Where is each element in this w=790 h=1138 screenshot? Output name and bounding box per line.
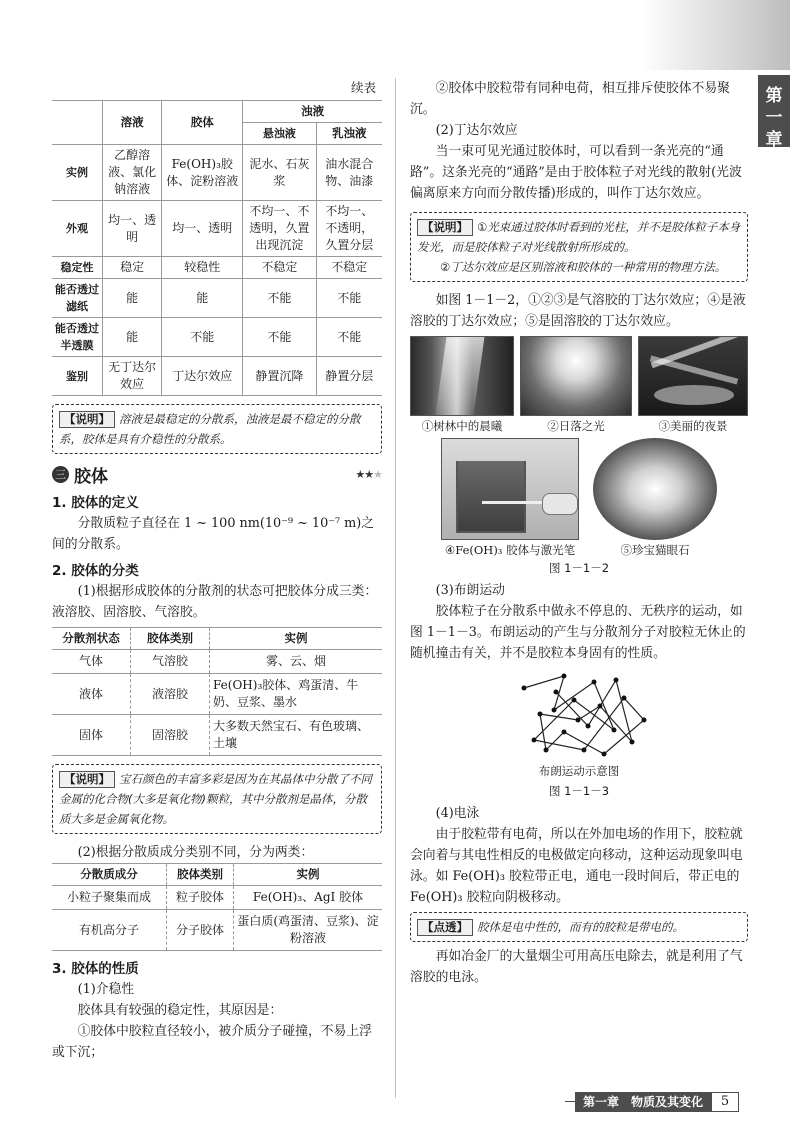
figure-intro-text: 如图 1－1－2，①②③是气溶胶的丁达尔效应；④是液溶胶的丁达尔效应；⑤是固溶胶的丁达尔效应。 [410,293,746,329]
photo-caption: ④Fe(OH)₃ 胶体与激光笔 [444,543,576,557]
note-text: 宝石颜色的丰富多彩是因为在其晶体中分散了不同金属的化合物(大多是氧化物)颗粒，其中分散剂是晶体，分散质大多是金属氧化物。 [59,772,372,826]
table-row [52,715,382,756]
body-text: ②胶体中胶粒带有同种电荷，相互排斥使胶体不易聚沉。 [410,81,730,117]
body-text: 再如冶金厂的大量烟尘可用高压电除去，就是利用了气溶胶的电泳。 [410,949,743,985]
table-row [52,318,382,357]
right-column [410,78,748,988]
table-cell: 雾、云、烟 [210,650,383,674]
photo-caption: ③美丽的夜景 [658,419,728,433]
photo-row-bottom [410,438,748,558]
table-cell: 不能 [316,318,382,357]
table-header: 实例 [234,864,383,886]
tyndall-text: 当一束可见光通过胶体时，可以看到一条光亮的“通路”。这条光亮的“通路”是由于胶体粒子对光线的散射(光波偏离原来方向而分散传播)形成的，叫作丁达尔效应。 [410,144,742,201]
note-text: 胶体是电中性的，而有的胶粒是带电的。 [477,920,684,934]
difficulty-stars-icon: ★★★ [355,468,382,481]
page-footer [575,1092,739,1112]
table-cell: 均一、透明 [103,201,162,257]
photo-item [441,438,579,558]
table-cell: 粒子胶体 [167,886,234,910]
table-row [52,674,382,715]
table-cell: 能 [103,318,162,357]
table-row [52,650,382,674]
classification-text: (1)根据形成胶体的分散剂的状态可把胶体分成三类：液溶胶、固溶胶、气溶胶。 [52,584,378,620]
note-text: ①光束通过胶体时看到的光柱，并不是胶体粒子本身发光，而是胶体粒子对光线散射所形成的。 [417,220,741,254]
note-box [410,912,748,942]
dispersant-state-table [52,627,382,756]
table-cell: 固体 [52,715,131,756]
row-label: 能否透过滤纸 [52,279,103,318]
electrophoresis-text: 由于胶粒带有电荷，所以在外加电场的作用下，胶粒就会向着与其电性相反的电极做定向移动，这种运动现象叫电泳。如 Fe(OH)₃ 胶粒带正电，通电一段时间后，带正电的 Fe(OH)₃ 胶粒向阴极移动。 [410,827,743,905]
header-suspension: 悬浊液 [243,123,316,145]
brownian-text: 胶体粒子在分散系中做永不停息的、无秩序的运动，如图 1－1－3。布朗运动的产生与分散剂分子对胶粒无休止的随机撞击有关，并不是胶粒本身固有的性质。 [410,604,746,661]
note-tag: 【说明】 [59,411,115,428]
tyndall-title: (2)丁达尔效应 [435,123,518,138]
table-header-row [52,628,382,650]
row-label: 稳定性 [52,257,103,279]
left-column [52,78,382,1063]
body-text: ①胶体中胶粒直径较小，被介质分子碰撞，不易上浮或下沉； [52,1024,372,1060]
table-header-row [52,101,382,123]
note-tag: 【说明】 [417,219,473,236]
body-text: 胶体具有较强的稳定性，其原因是： [77,1003,283,1018]
note-text: ②丁达尔效应是区别溶液和胶体的一种常用的物理方法。 [440,260,727,274]
brownian-motion-path [504,670,654,758]
note-box [52,764,382,834]
table-header: 分散剂状态 [52,628,131,650]
definition-heading: 1. 胶体的定义 [52,495,139,511]
header-colloid: 胶体 [162,101,243,145]
table-cell: 不均一、不透明，久置出现沉淀 [243,201,316,257]
diagram-caption: 布朗运动示意图 [538,764,620,778]
table-cell: 无丁达尔效应 [103,357,162,396]
table-cell: 不稳定 [316,257,382,279]
table-row [52,257,382,279]
header-turbid: 浊液 [243,101,382,123]
classification-text-2: (2)根据分散质成分类别不同，分为两类： [77,845,314,860]
table-cell: 小粒子聚集而成 [52,886,167,910]
night-scene-photo [638,336,748,416]
table-cell: 丁达尔效应 [162,357,243,396]
table-header: 胶体类别 [131,628,210,650]
table-cell: 不能 [316,279,382,318]
table-cell: 分子胶体 [167,910,234,951]
note-text: 溶液是最稳定的分散系，浊液是最不稳定的分散系，胶体是具有介稳性的分散系。 [59,412,361,446]
footer-rule [565,1101,575,1102]
table-cell: 不均一、不透明，久置分层 [316,201,382,257]
table-cell: 较稳性 [162,257,243,279]
photo-item [638,336,748,434]
row-label: 鉴别 [52,357,103,396]
note-box [410,212,748,282]
header-emulsion: 乳浊液 [316,123,382,145]
note-box [52,404,382,454]
table-row [52,910,382,951]
table-cell: 不能 [162,318,243,357]
photo-row-top [410,336,748,434]
cats-eye-stone-photo [593,438,717,540]
classification-heading: 2. 胶体的分类 [52,563,139,579]
electrophoresis-title: (4)电泳 [435,806,480,821]
table-cell: 能 [103,279,162,318]
figure-label: 图 1－1－3 [548,784,610,798]
corner-cell [52,101,103,145]
table-cell: 不能 [243,318,316,357]
page-number: 5 [711,1092,739,1112]
definition-text: 分散质粒子直径在 1 ~ 100 nm(10⁻⁹ ~ 10⁻⁷ m)之间的分散系。 [52,516,375,552]
table-header: 胶体类别 [167,864,234,886]
note-tag: 【说明】 [59,771,115,788]
chapter-side-tab: 第一章 [758,75,790,147]
table-cell: 液溶胶 [131,674,210,715]
property-subheading: (1)介稳性 [77,982,135,997]
table-row [52,201,382,257]
row-label: 实例 [52,145,103,201]
figure-label: 图 1－1－2 [548,561,610,575]
table-continued-label: 续表 [350,80,376,95]
table-cell: 静置沉降 [243,357,316,396]
table-cell: 均一、透明 [162,201,243,257]
row-label: 外观 [52,201,103,257]
table-cell: 能 [162,279,243,318]
table-cell: 液体 [52,674,131,715]
brownian-diagram [410,670,748,799]
table-header-row [52,864,382,886]
section-number-badge: 三 [52,466,69,483]
table-cell: 泥水、石灰浆 [243,145,316,201]
table-row [52,357,382,396]
table-cell: 稳定 [103,257,162,279]
section-header [52,462,382,487]
photo-item [593,438,717,558]
forest-photo [410,336,514,416]
dispersed-phase-table [52,863,382,951]
table-cell: 乙醇溶液、氯化钠溶液 [103,145,162,201]
table-cell: 静置分层 [316,357,382,396]
table-cell: 蛋白质(鸡蛋清、豆浆)、淀粉溶液 [234,910,383,951]
table-cell: 气体 [52,650,131,674]
table-row [52,886,382,910]
properties-heading: 3. 胶体的性质 [52,961,139,977]
table-cell: Fe(OH)₃胶体、鸡蛋清、牛奶、豆浆、墨水 [210,674,383,715]
laser-colloid-photo [441,438,579,540]
column-divider [395,78,396,1098]
photo-caption: ①树林中的晨曦 [421,419,503,433]
table-cell: 不稳定 [243,257,316,279]
page-corner-shade [640,0,790,70]
table-cell: Fe(OH)₃、AgI 胶体 [234,886,383,910]
table-header: 分散质成分 [52,864,167,886]
table-cell: 气溶胶 [131,650,210,674]
sunset-photo [520,336,632,416]
photo-item [410,336,514,434]
table-cell: 不能 [243,279,316,318]
row-label: 能否透过半透膜 [52,318,103,357]
dispersion-comparison-table [52,100,382,396]
section-title: 胶体 [74,467,108,487]
photo-caption: ⑤珍宝猫眼石 [620,543,690,557]
table-row [52,279,382,318]
table-row [52,145,382,201]
table-cell: Fe(OH)₃胶体、淀粉溶液 [162,145,243,201]
header-solution: 溶液 [103,101,162,145]
table-cell: 油水混合物、油漆 [316,145,382,201]
footer-chapter: 第一章 物质及其变化 [575,1092,711,1112]
table-cell: 大多数天然宝石、有色玻璃、土壤 [210,715,383,756]
table-cell: 有机高分子 [52,910,167,951]
table-cell: 固溶胶 [131,715,210,756]
photo-caption: ②日落之光 [547,419,605,433]
note-tag: 【点透】 [417,919,473,936]
table-header: 实例 [210,628,383,650]
brownian-title: (3)布朗运动 [435,583,505,598]
photo-item [520,336,632,434]
